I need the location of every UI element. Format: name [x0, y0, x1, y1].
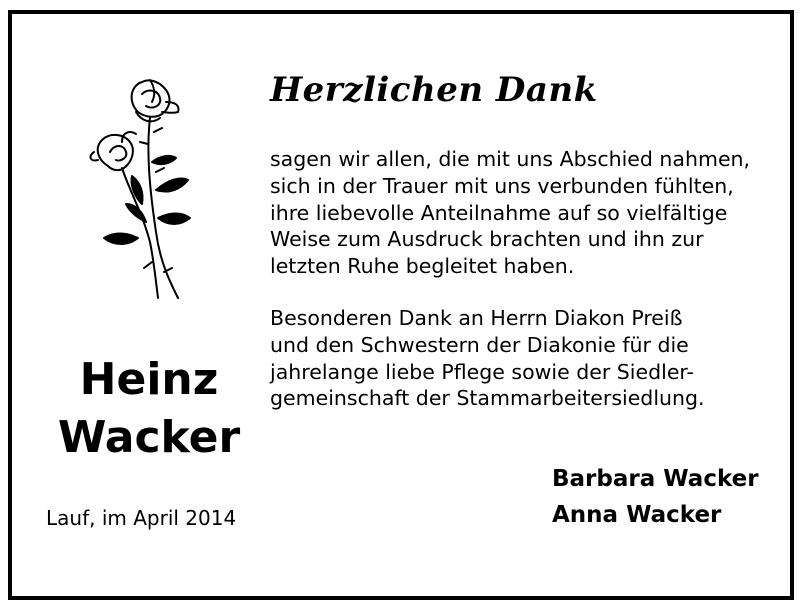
special-thanks-paragraph — [270, 305, 705, 412]
text-line: und den Schwestern der Diakonie für die — [270, 332, 689, 357]
place-date: Lauf, im April 2014 — [46, 506, 237, 530]
text-line: gemeinschaft der Stammarbeitersiedlung. — [270, 386, 705, 411]
text-line: Weise zum Ausdruck brachten und ihn zur — [270, 227, 704, 252]
text-line: Besonderen Dank an Herrn Diakon Preiß — [270, 306, 683, 330]
text-line: ihre liebevolle Anteilnahme auf so vielfältige — [270, 200, 728, 225]
rose-icon — [80, 72, 198, 304]
signature-name: Barbara Wacker — [552, 466, 759, 492]
text-line: sagen wir allen, die mit uns Abschied nahmen, — [270, 147, 751, 171]
deceased-last-name: Wacker — [57, 412, 241, 463]
text-line: jahrelange liebe Pflege sowie der Siedler- — [270, 359, 694, 384]
heading: Herzlichen Dank — [270, 70, 598, 110]
text-line: letzten Ruhe begleitet haben. — [270, 254, 575, 279]
deceased-first-name: Heinz — [79, 354, 219, 405]
signature-name: Anna Wacker — [552, 502, 722, 528]
text-line: sich in der Trauer mit uns verbunden fühlten, — [270, 173, 734, 198]
thanks-paragraph — [270, 146, 750, 280]
